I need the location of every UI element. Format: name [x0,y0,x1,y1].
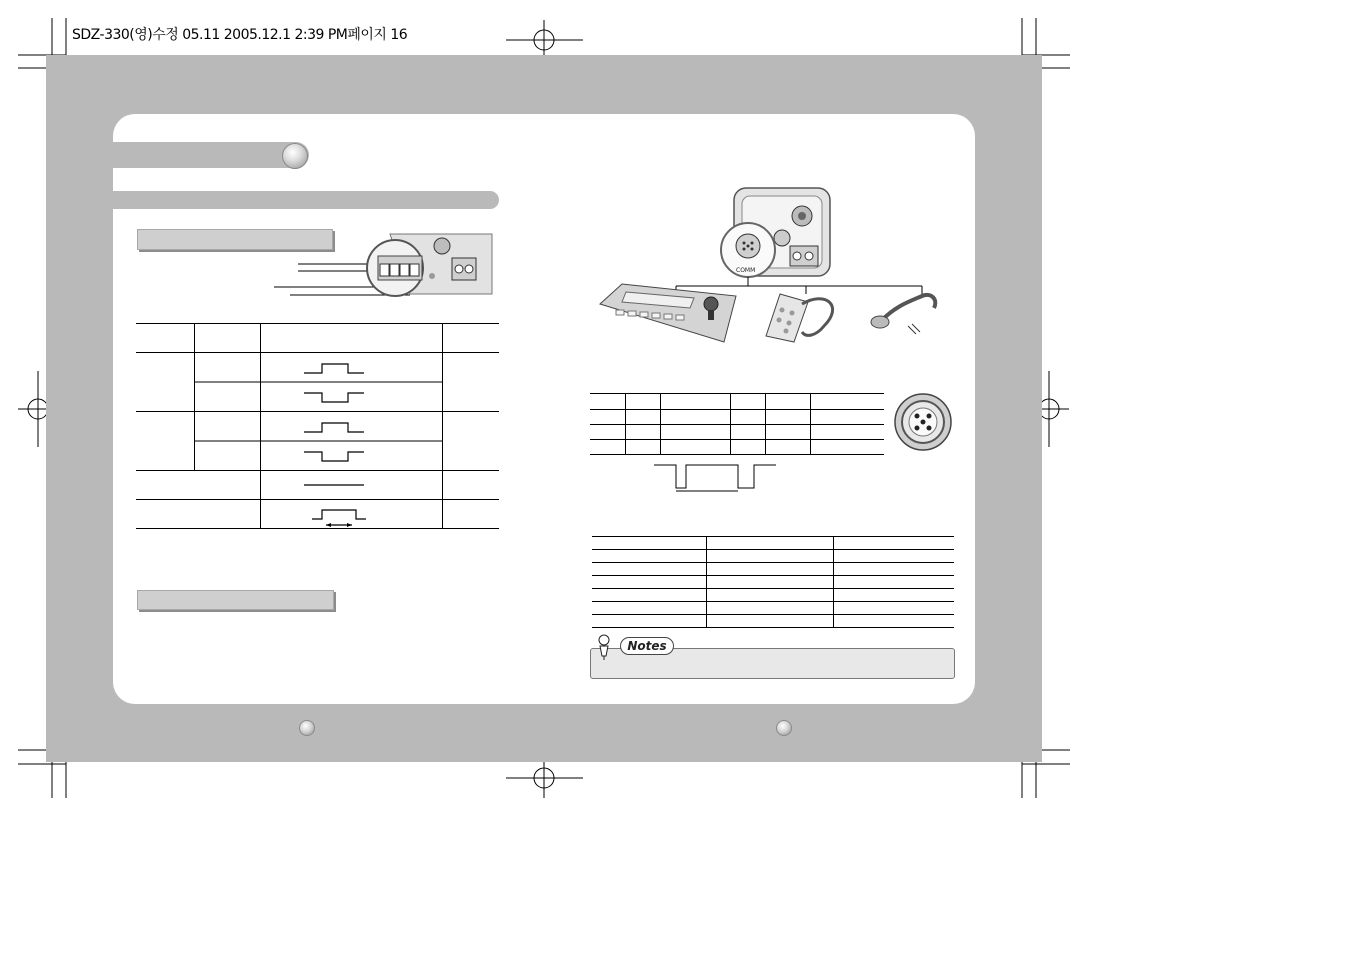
camera-terminal-illustration [270,230,496,302]
subsection-title-bar [113,191,499,209]
section-title-bar [113,142,309,168]
signal-table [136,323,500,529]
settings-table [592,536,956,630]
comm-label: COMM [736,267,756,274]
page-number-marker-left [299,720,315,736]
print-slug: SDZ-330(영)수정 05.11 2005.12.1 2:39 PM페이지 16 [72,27,408,43]
connector-pinout-icon [893,392,953,452]
notes-figure-icon [596,634,614,660]
comm-connection-illustration [596,186,946,346]
page-number-marker-right [776,720,792,736]
section-bullet-icon [282,143,308,169]
pin-table [590,393,886,457]
data-frame-diagram [652,462,778,494]
subheading-box-2 [137,590,334,610]
notes-label: Notes [620,637,674,655]
